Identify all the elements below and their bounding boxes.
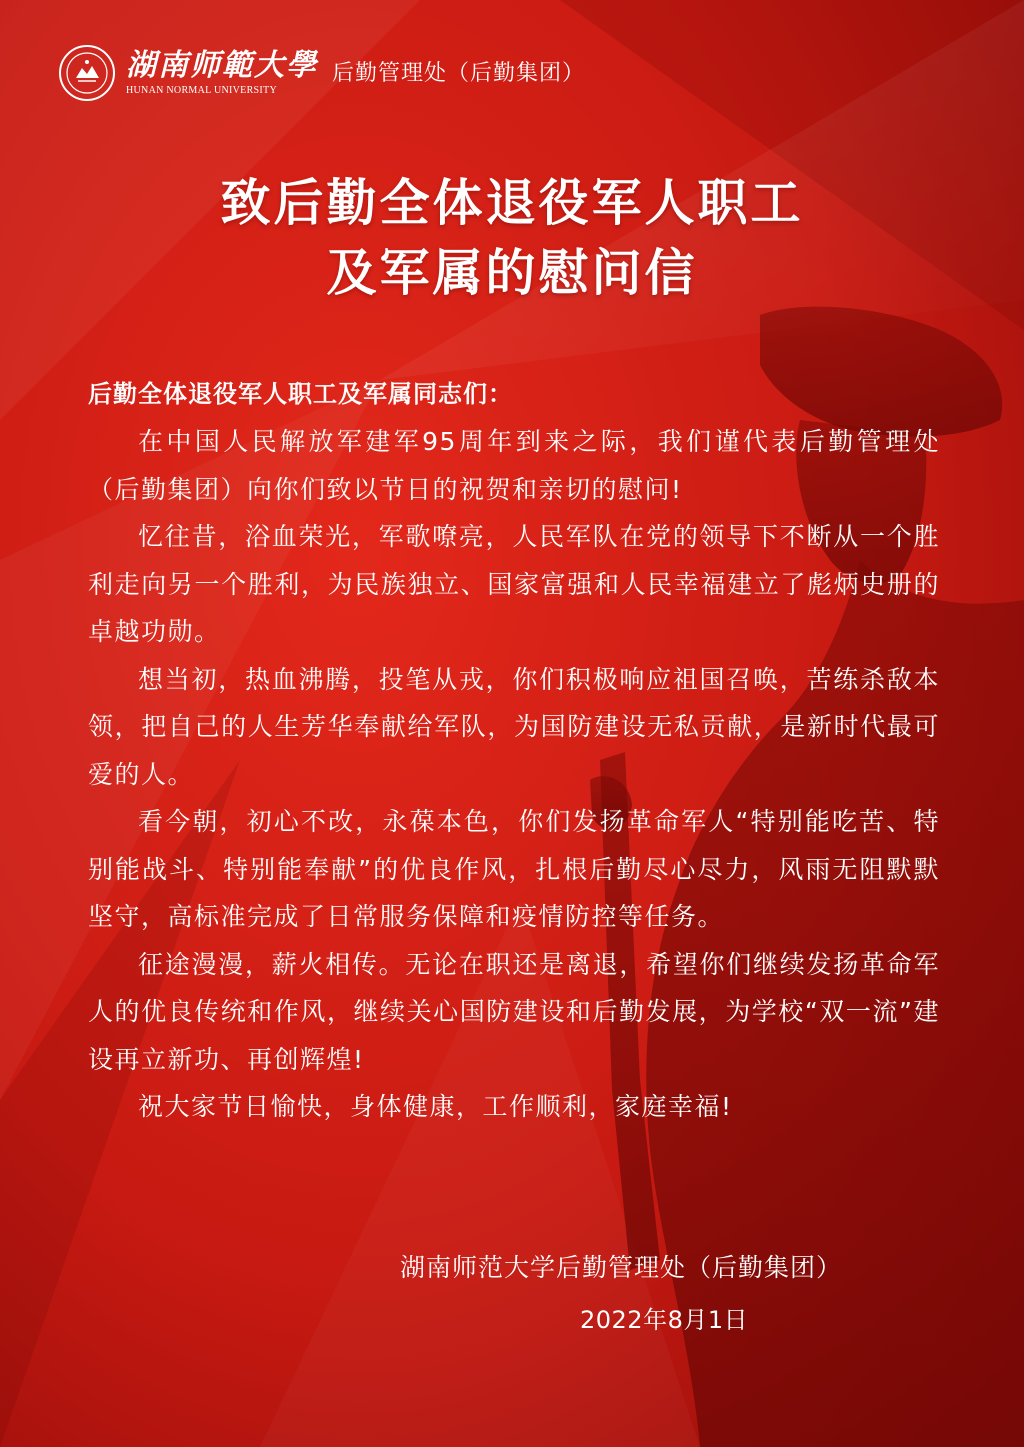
letter-body [88,370,940,1131]
paragraph: 祝大家节日愉快，身体健康，工作顺利，家庭幸福! [138,1092,733,1121]
salutation: 后勤全体退役军人职工及军属同志们： [88,380,513,408]
paragraph: 在中国人民解放军建军95周年到来之际，我们谨代表后勤管理处（后勤集团）向你们致以节日的祝贺和亲切的慰问! [88,427,940,504]
university-name [126,49,318,97]
paragraph: 想当初，热血沸腾，投笔从戎，你们积极响应祖国召唤，苦练杀敌本领，把自己的人生芳华奉献给军队，为国防建设无私贡献，是新时代最可爱的人。 [88,664,940,789]
page-title [0,168,1024,308]
university-name-en: HUNAN NORMAL UNIVERSITY [126,85,277,96]
university-seal-icon [58,44,116,102]
title-line-1: 致后勤全体退役军人职工 [220,174,804,232]
university-name-cn: 湖南师範大學 [126,48,318,83]
paragraph: 忆往昔，浴血荣光，军歌嘹亮，人民军队在党的领导下不断从一个胜利走向另一个胜利，为民族独立、国家富强和人民幸福建立了彪炳史册的卓越功勋。 [88,522,940,646]
paragraph: 看今朝，初心不改，永葆本色，你们发扬革命军人“特别能吃苦、特别能战斗、特别能奉献”的优良作风，扎根后勤尽心尽力，风雨无阻默默坚守，高标准完成了日常服务保障和疫情防控等任务。 [88,807,940,931]
signature-date: 2022年8月1日 [580,1306,749,1334]
signature-block [400,1248,945,1340]
paragraph: 征途漫漫，薪火相传。无论在职还是离退，希望你们继续发扬革命军人的优良传统和作风，继续关心国防建设和后勤发展，为学校“双一流”建设再立新功、再创辉煌! [88,949,940,1074]
department-name: 后勤管理处（后勤集团） [332,61,586,86]
title-line-2: 及军属的慰问信 [326,244,698,302]
signature-organization: 湖南师范大学后勤管理处（后勤集团） [400,1253,843,1282]
header [58,42,585,104]
